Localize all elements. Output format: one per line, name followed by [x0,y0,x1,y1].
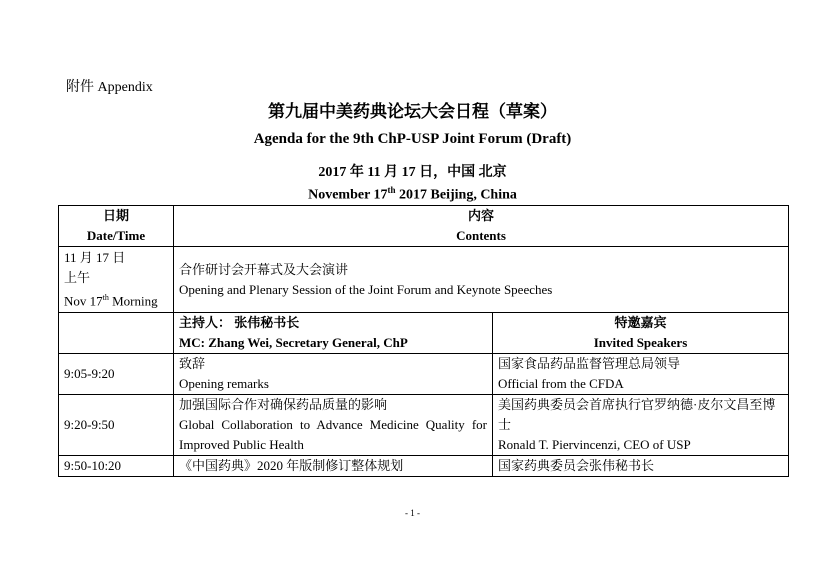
session-date-line1: 11 月 17 日 [64,249,126,265]
appendix-label: 附件 Appendix [66,80,153,95]
row-time: 9:50-10:20 [59,456,174,477]
row-topic-cn: 加强国际合作对确保药品质量的影响 [179,397,388,412]
mc-row [59,313,789,354]
row-topic-cell [174,395,493,456]
header-date-cell [59,206,174,247]
row-topic-cell [174,354,493,395]
title-english: Agenda for the 9th ChP-USP Joint Forum (Draft) [253,131,572,147]
session-row [59,247,789,313]
invited-speakers-cell [493,313,789,354]
session-title-cn: 合作研讨会开幕式及大会演讲 [179,261,349,277]
row-speaker-en: Ronald T. Piervincenzi, CEO of USP [498,437,691,452]
invited-speakers-en: Invited Speakers [593,335,688,350]
mc-empty-cell [59,313,174,354]
page-number: - 1 - [405,508,420,518]
row-speaker-cell [493,354,789,395]
row-speaker-cn: 美国药典委员会首席执行官罗纳德·皮尔文昌至博士 [498,397,776,432]
row-topic-cn: 《中国药典》2020 年版制修订整体规划 [179,458,404,473]
date-english-suffix: th [387,185,396,195]
session-title-en: Opening and Plenary Session of the Joint Forum and Keynote Speeches [179,281,553,297]
row-topic-cn: 致辞 [179,356,206,371]
table-row [59,456,789,477]
row-topic-en: Global Collaboration to Advance Medicine Quality for Improved Public Health [179,417,487,452]
row-speaker-cn: 国家食品药品监督管理总局领导 [498,356,681,371]
row-speaker-cell [493,456,789,477]
title-chinese: 第九届中美药典论坛大会日程（草案） [268,102,557,121]
date-english-pre: November 17 [308,187,388,203]
session-date-line3-post: Morning [108,293,158,309]
session-date-line2: 上午 [64,269,91,285]
date-english [0,185,825,204]
agenda-table [58,205,789,477]
session-date-line3-pre: Nov 17 [64,293,103,309]
header-date-cn: 日期 [102,208,129,223]
row-time: 9:20-9:50 [59,395,174,456]
mc-cell [174,313,493,354]
row-topic-cell [174,456,493,477]
table-row [59,354,789,395]
date-chinese: 2017 年 11 月 17 日，中国 北京 [318,165,507,180]
row-speaker-en: Official from the CFDA [498,376,624,391]
header-date-en: Date/Time [86,228,146,243]
row-speaker-cn: 国家药典委员会张伟秘书长 [498,458,655,473]
session-date-line3-suffix: th [102,292,109,302]
session-date-cell [59,247,174,313]
table-header-row [59,206,789,247]
header-contents-en: Contents [456,228,506,243]
mc-label-en: MC: Zhang Wei, Secretary General, ChP [179,335,408,350]
header-contents-cn: 内容 [467,208,494,223]
row-speaker-cell [493,395,789,456]
date-english-post: 2017 Beijing, China [395,187,517,203]
session-date-line3 [64,288,168,311]
header-contents-cell [174,206,789,247]
mc-label-cn: 主持人： 张伟秘书长 [179,315,300,330]
row-time: 9:05-9:20 [59,354,174,395]
invited-speakers-cn: 特邀嘉宾 [614,315,667,330]
table-row [59,395,789,456]
session-title-cell [174,247,789,313]
row-topic-en: Opening remarks [179,376,269,391]
